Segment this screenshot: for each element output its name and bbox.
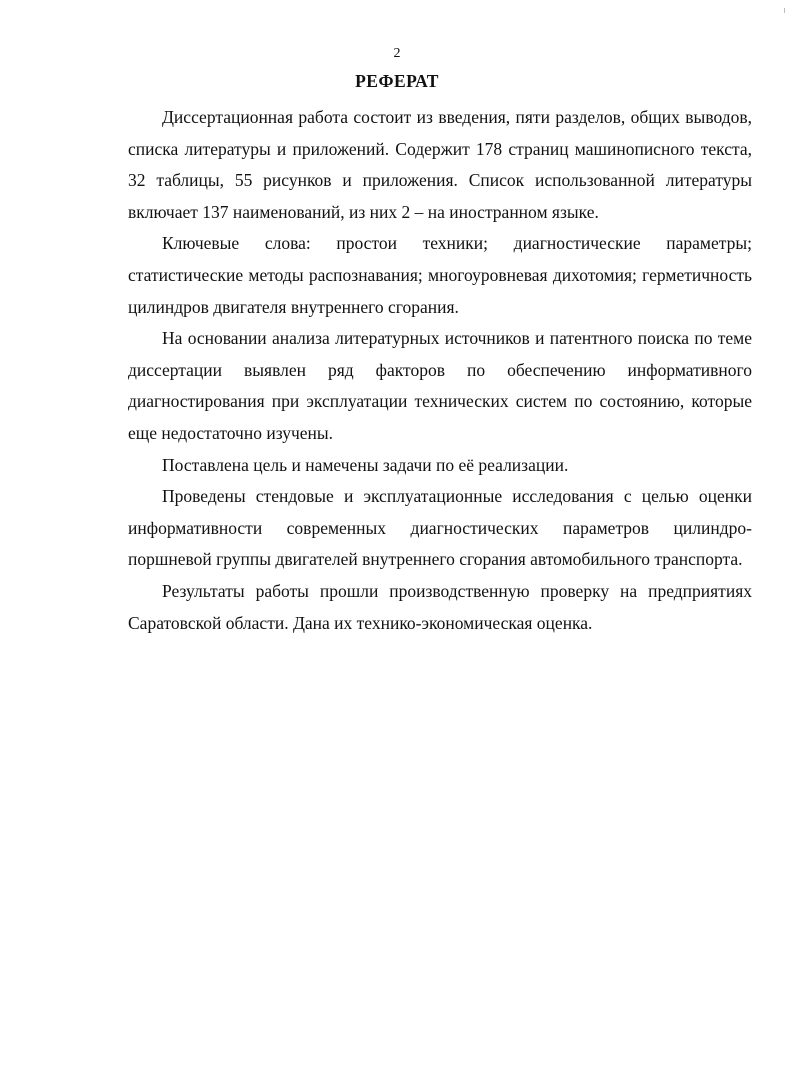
paragraph-goal: Поставлена цель и намечены задачи по её реализации. (162, 454, 569, 475)
paragraph-structure: Диссертационная работа состоит из введения, пяти разделов, общих выводов, списка литературы и приложений. Содержит 178 страниц машинописного текста, 32 таблицы, 55 рисунков и приложения. Список использованной литературы включает 137 наименований, из них 2 – на иностранном языке. (128, 107, 752, 222)
paragraph-keywords: Ключевые слова: простои техники; диагностические параметры; статистические методы распознавания; многоуровневая дихотомия; герметичность цилиндров двигателя внутреннего сгорания. (128, 233, 752, 317)
paragraph-analysis: На основании анализа литературных источников и патентного поиска по теме диссертации выявлен ряд факторов по обеспечению информативного диагностирования при эксплуатации технических систем по состоянию, которые еще недостаточно изучены. (128, 328, 752, 443)
paragraph-research: Проведены стендовые и эксплуатационные исследования с целью оценки информативности современных диагностических параметров цилиндро-поршневой группы двигателей внутреннего сгорания автомобильного транспорта. (128, 486, 752, 570)
abstract-body (128, 102, 752, 639)
page-title: РЕФЕРАТ (355, 71, 439, 91)
paragraph-results: Результаты работы прошли производственную проверку на предприятиях Саратовской области. Дана их технико-экономическая оценка. (128, 580, 752, 633)
scan-mark (784, 8, 785, 13)
page-number: 2 (393, 46, 401, 61)
